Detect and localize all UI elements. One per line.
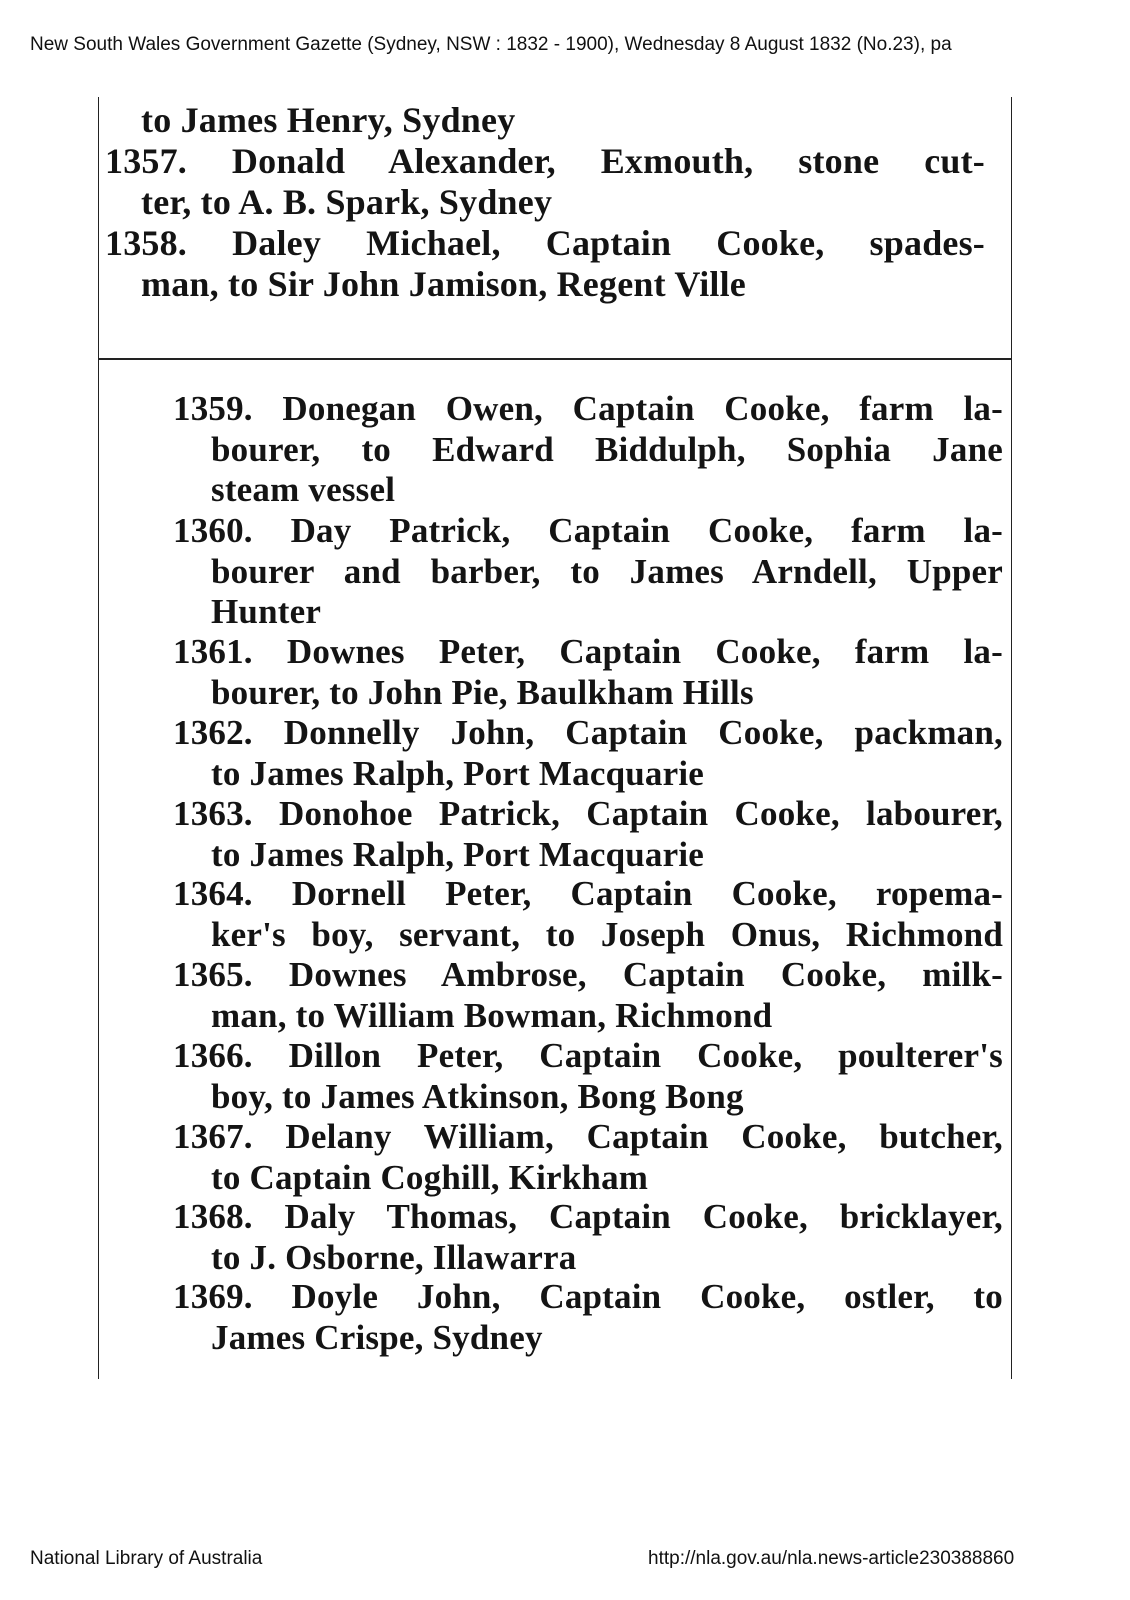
entry-1369 [173,1277,1003,1358]
text-line: James Crispe, Sydney [211,1317,543,1357]
text-line: to J. Osborne, Illawarra [211,1237,577,1277]
entry-1358 [105,223,985,305]
entry-1363 [173,794,1003,875]
text-line: to James Ralph, Port Macquarie [211,753,705,793]
text-line: bourer, to John Pie, Baulkham Hills [211,672,754,712]
text-line: 1365. Downes Ambrose, Captain Cooke, milk- [173,955,1003,994]
text-line: man, to Sir John Jamison, Regent Ville [141,264,746,304]
entry-1365 [173,955,1003,1036]
text-line: 1360. Day Patrick, Captain Cooke, farm la- [173,511,1003,550]
text-line: Hunter [211,592,322,632]
column-divider [99,358,1011,360]
entry-1360 [173,511,1003,633]
article-url[interactable]: http://nla.gov.au/nla.news-article230388860 [648,1548,1015,1569]
text-line: 1357. Donald Alexander, Exmouth, stone cut- [105,141,985,181]
text-line: steam vessel [211,470,396,510]
text-line: to Captain Coghill, Kirkham [211,1157,649,1197]
newspaper-clipping [98,97,1012,1379]
text-line: 1361. Downes Peter, Captain Cooke, farm la- [173,632,1003,671]
text-line: bourer and barber, to James Arndell, Upper [211,551,1003,591]
library-credit: National Library of Australia [30,1548,263,1569]
entry-1366 [173,1036,1003,1117]
text-line: 1358. Daley Michael, Captain Cooke, spades- [105,223,985,263]
entry-1362 [173,713,1003,794]
text-line: bourer, to Edward Biddulph, Sophia Jane [211,429,1003,469]
text-line: 1366. Dillon Peter, Captain Cooke, poulterer's [173,1036,1003,1075]
text-line: ker's boy, servant, to Joseph Onus, Richmond [211,914,1003,954]
entry-1361 [173,632,1003,713]
text-line: 1367. Delany William, Captain Cooke, butcher, [173,1117,1003,1156]
text-line: 1368. Daly Thomas, Captain Cooke, bricklayer, [173,1197,1003,1236]
text-line: boy, to James Atkinson, Bong Bong [211,1076,744,1116]
entry-continuation [105,100,985,141]
text-line: 1363. Donohoe Patrick, Captain Cooke, labourer, [173,794,1003,833]
text-line: 1359. Donegan Owen, Captain Cooke, farm la- [173,389,1003,428]
entry-1359 [173,389,1003,511]
text-line: man, to William Bowman, Richmond [211,995,773,1035]
text-line: 1364. Dornell Peter, Captain Cooke, ropema- [173,874,1003,913]
citation-header: New South Wales Government Gazette (Sydney, NSW : 1832 - 1900), Wednesday 8 August 1832 (No.23), pa [30,34,952,55]
text-line: to James Ralph, Port Macquarie [211,834,705,874]
text-line: 1362. Donnelly John, Captain Cooke, packman, [173,713,1003,752]
text-line: ter, to A. B. Spark, Sydney [141,182,553,222]
entry-1368 [173,1197,1003,1278]
entry-1367 [173,1117,1003,1198]
text-line: 1369. Doyle John, Captain Cooke, ostler, to [173,1277,1003,1316]
entry-1357 [105,141,985,223]
entry-1364 [173,874,1003,955]
text-line: to James Henry, Sydney [141,100,516,140]
